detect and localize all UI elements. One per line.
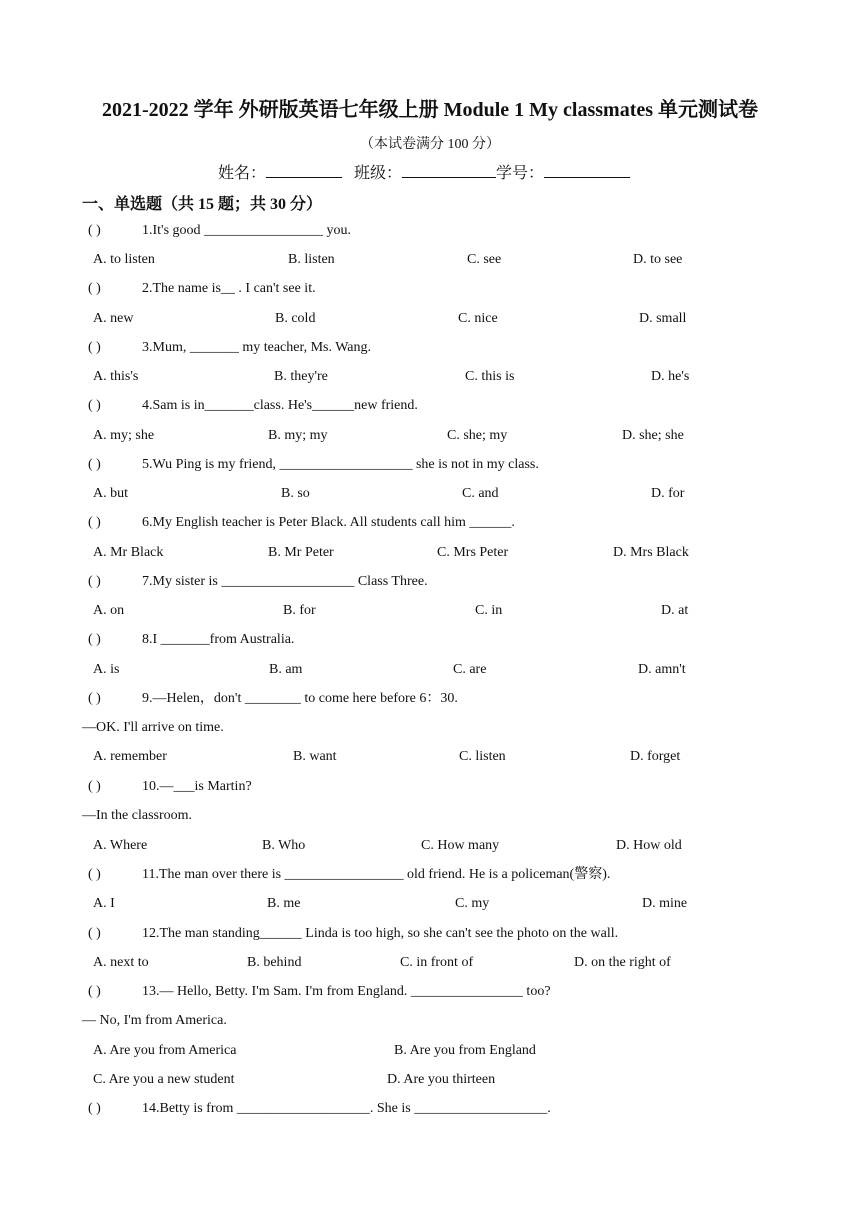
answer-paren[interactable]: ( ) xyxy=(88,984,101,999)
question-stem: 7.My sister is ___________________ Class Three. xyxy=(142,574,428,589)
option-b: B. me xyxy=(267,896,301,911)
option-d: D. to see xyxy=(633,252,683,267)
option-c: C. How many xyxy=(421,838,500,853)
question-stem: 2.The name is__ . I can't see it. xyxy=(142,281,316,296)
answer-paren[interactable]: ( ) xyxy=(88,926,101,941)
option-c: C. and xyxy=(462,486,499,501)
option-b: B. behind xyxy=(247,955,302,970)
question-8 xyxy=(88,631,294,649)
answer-paren[interactable]: ( ) xyxy=(88,779,101,794)
option-c: C. Are you a new student xyxy=(93,1072,235,1087)
option-d: D. mine xyxy=(642,896,688,911)
question-stem: 9.—Helen，don't ________ to come here before 6：30. xyxy=(142,691,458,706)
question-stem: 12.The man standing______ Linda is too high, so she can't see the photo on the wall. xyxy=(142,926,619,941)
option-a: A. but xyxy=(93,486,128,501)
answer-paren[interactable]: ( ) xyxy=(88,574,101,589)
question-9 xyxy=(88,690,458,708)
option-c: C. are xyxy=(453,662,487,677)
question-stem: 13.— Hello, Betty. I'm Sam. I'm from England. ________________ too? xyxy=(142,984,551,999)
question-4 xyxy=(88,397,418,415)
question-1 xyxy=(88,222,351,240)
question-stem: 14.Betty is from ___________________. She is ___________________. xyxy=(142,1101,551,1116)
option-c: C. she; my xyxy=(447,428,508,443)
option-b: B. they're xyxy=(274,369,328,384)
id-label: 学号： xyxy=(496,165,545,182)
option-a: A. on xyxy=(93,603,125,618)
option-d: D. for xyxy=(651,486,685,501)
answer-paren[interactable]: ( ) xyxy=(88,398,101,413)
option-a: A. to listen xyxy=(93,252,155,267)
question-stem: 1.It's good _________________ you. xyxy=(142,223,352,238)
id-blank[interactable] xyxy=(544,163,630,178)
student-info-line xyxy=(218,160,630,183)
question-dialogue: — No, I'm from America. xyxy=(82,1013,227,1028)
answer-paren[interactable]: ( ) xyxy=(88,281,101,296)
question-5 xyxy=(88,456,539,474)
option-c: C. Mrs Peter xyxy=(437,545,509,560)
question-stem: 6.My English teacher is Peter Black. All students call him ______. xyxy=(142,515,515,530)
option-b: B. want xyxy=(293,749,337,764)
option-a: A. next to xyxy=(93,955,149,970)
answer-paren[interactable]: ( ) xyxy=(88,340,101,355)
option-c: C. listen xyxy=(459,749,506,764)
option-a: A. I xyxy=(93,896,115,911)
option-b: B. Mr Peter xyxy=(268,545,334,560)
question-stem: 3.Mum, _______ my teacher, Ms. Wang. xyxy=(142,340,372,355)
question-stem: 5.Wu Ping is my friend, ___________________ she is not in my class. xyxy=(142,457,539,472)
option-c: C. this is xyxy=(465,369,515,384)
option-a: A. my; she xyxy=(93,428,155,443)
answer-paren[interactable]: ( ) xyxy=(88,223,101,238)
option-a: A. this's xyxy=(93,369,139,384)
question-7 xyxy=(88,573,428,591)
option-c: C. my xyxy=(455,896,490,911)
question-11 xyxy=(88,866,610,884)
option-a: A. new xyxy=(93,311,134,326)
option-c: C. see xyxy=(467,252,502,267)
option-d: D. she; she xyxy=(622,428,684,443)
answer-paren[interactable]: ( ) xyxy=(88,1101,101,1116)
option-a: A. Where xyxy=(93,838,148,853)
option-d: D. forget xyxy=(630,749,681,764)
option-b: B. am xyxy=(269,662,303,677)
question-10 xyxy=(88,778,252,796)
option-b: B. for xyxy=(283,603,316,618)
option-b: B. so xyxy=(281,486,310,501)
answer-paren[interactable]: ( ) xyxy=(88,632,101,647)
answer-paren[interactable]: ( ) xyxy=(88,867,101,882)
option-b: B. listen xyxy=(288,252,335,267)
question-6 xyxy=(88,514,515,532)
name-label: 姓名： xyxy=(218,165,267,182)
option-c: C. in xyxy=(475,603,503,618)
option-c: C. nice xyxy=(458,311,498,326)
option-a: A. is xyxy=(93,662,120,677)
option-b: B. cold xyxy=(275,311,316,326)
option-d: D. small xyxy=(639,311,687,326)
question-stem: 10.—___is Martin? xyxy=(142,779,252,794)
question-stem: 4.Sam is in_______class. He's______new friend. xyxy=(142,398,418,413)
question-13 xyxy=(88,983,551,1001)
question-12 xyxy=(88,925,618,943)
question-stem: 11.The man over there is _________________ old friend. He is a policeman(警察). xyxy=(142,867,611,882)
score-note: （本试卷满分 100 分） xyxy=(360,137,500,152)
option-c: C. in front of xyxy=(400,955,474,970)
option-b: B. Who xyxy=(262,838,306,853)
option-a: A. Are you from America xyxy=(93,1043,237,1058)
option-a: A. Mr Black xyxy=(93,545,164,560)
option-b: B. my; my xyxy=(268,428,328,443)
question-3 xyxy=(88,339,371,357)
option-d: D. on the right of xyxy=(574,955,671,970)
name-blank[interactable] xyxy=(266,163,342,178)
section-title: 一、单选题（共 15 题；共 30 分） xyxy=(82,196,323,213)
option-d: D. at xyxy=(661,603,689,618)
question-dialogue: —OK. I'll arrive on time. xyxy=(82,720,224,735)
page-title: 2021-2022 学年 外研版英语七年级上册 Module 1 My classmates 单元测试卷 xyxy=(101,99,759,121)
option-b: B. Are you from England xyxy=(394,1043,536,1058)
option-d: D. How old xyxy=(616,838,682,853)
answer-paren[interactable]: ( ) xyxy=(88,691,101,706)
option-d: D. he's xyxy=(651,369,690,384)
option-d: D. Are you thirteen xyxy=(387,1072,496,1087)
question-2 xyxy=(88,280,316,298)
question-dialogue: —In the classroom. xyxy=(82,808,193,823)
answer-paren[interactable]: ( ) xyxy=(88,515,101,530)
class-label: 班级： xyxy=(354,165,403,182)
option-d: D. Mrs Black xyxy=(613,545,689,560)
question-stem: 8.I _______from Australia. xyxy=(142,632,295,647)
option-a: A. remember xyxy=(93,749,167,764)
question-14 xyxy=(88,1100,551,1118)
option-d: D. amn't xyxy=(638,662,686,677)
class-blank[interactable] xyxy=(402,163,496,178)
answer-paren[interactable]: ( ) xyxy=(88,457,101,472)
